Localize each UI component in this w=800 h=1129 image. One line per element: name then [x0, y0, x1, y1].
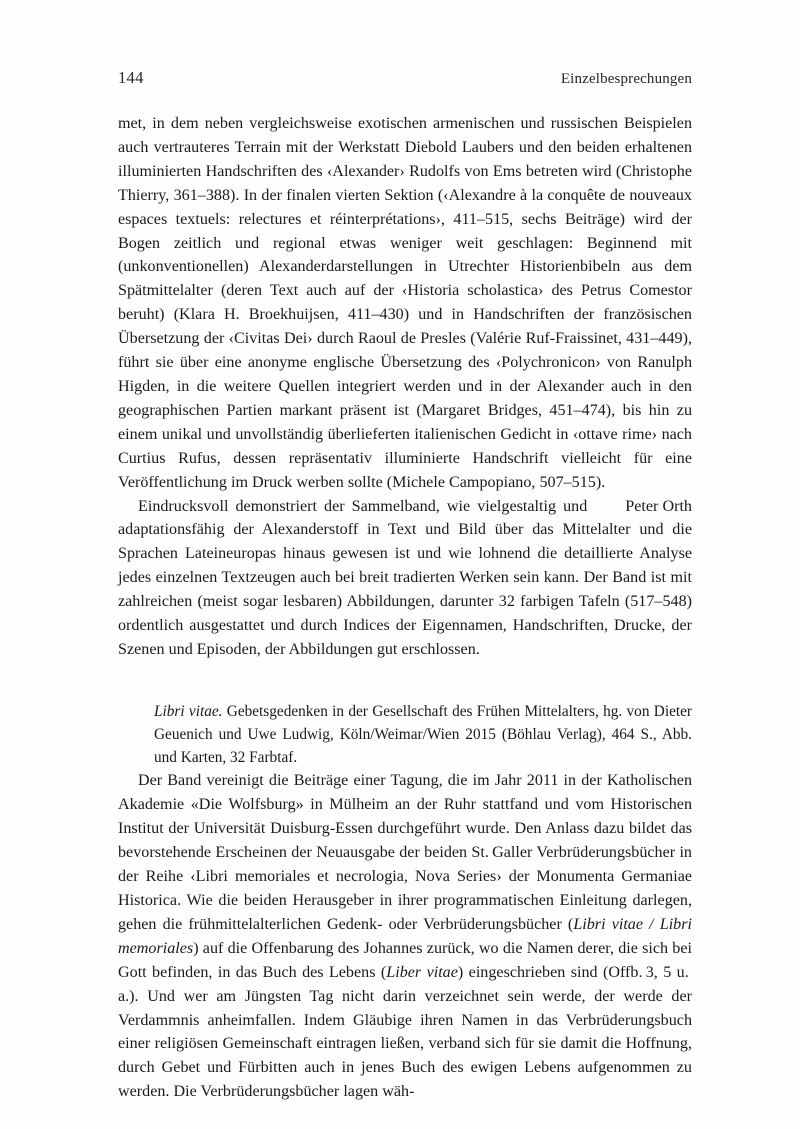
- review-2-text-part-2: ) auf die Offenbarung des Johannes zurück, wo die Namen derer, die sich bei Gott befinden, in das Buch des Lebens (: [118, 939, 692, 981]
- reviewer-signature: Peter Orth: [625, 497, 692, 515]
- review-1-continued-paragraph: met, in dem neben vergleichsweise exotischen armenischen und russischen Beispielen auch vertrauteres Terrain mit der Werkstatt Diebold Laubers und den beiden erhaltenen illuminierten Handschriften des ‹Alexander› Rudolfs von Ems betreten wird (Christophe Thierry, 361–388). In der finalen vierten Sektion (‹Alexandre à la conquête de nouveaux espaces textuels: relectures et réinterprétations›, 411–515, sechs Beiträge) wird der Bogen zeitlich und regional etwas weniger weit geschlagen: Beginnend mit (unkonventionellen) Alexanderdarstellungen in Utrechter Historienbibeln aus dem Spätmittelalter (deren Text auch auf der ‹Historia scholastica› des Petrus Comestor beruht) (Klara H. Broekhuijsen, 411–430) und in Handschriften der französischen Übersetzung der ‹Civitas Dei› durch Raoul de Presles (Valérie Ruf-Fraissinet, 431–449), führt sie über eine anonyme englische Übersetzung des ‹Polychronicon› von Ranulph Higden, in die weitere Quellen integriert werden und in der Alexander auch in den geographischen Partien markant präsent ist (Margaret Bridges, 451–474), bis hin zu einem unikal und unvollständig überlieferten italienischen Gedicht in ‹ottave rime› nach Curtius Rufus, dessen repräsentativ illuminierte Handschrift vielleicht für eine Veröffentlichung im Druck werben sollte (Michele Campopiano, 507–515).: [118, 115, 692, 491]
- review-1-final-text: Eindrucksvoll demonstriert der Sammelband, wie vielgestaltig und adaptationsfähig der Alexanderstoff in Text und Bild über das Mittelalter und die Sprachen Lateineuropas hinaus gewesen ist und wie lohnend die detaillierte Analyse jedes einzelnen Textzeugen auch bei breit tradierten Werken sein kann. Der Band ist mit zahlreichen (meist sogar lesbaren) Abbildungen, darunter 32 farbigen Tafeln (517–548) ordentlich ausgestattet und durch Indices der Eigennamen, Handschriften, Drucke, der Szenen und Episoden, der Abbildungen gut erschlossen.: [118, 497, 692, 658]
- text-column: [118, 112, 692, 1104]
- review-2-italic-libri-vitae-memoriales: Libri vitae / Libri memoriales: [118, 915, 692, 957]
- review-2-italic-liber-vitae: Liber vitae: [386, 963, 458, 981]
- running-head-title: Einzelbesprechungen: [560, 71, 692, 87]
- review-1-final-paragraph: [118, 495, 692, 662]
- review-2-paragraph-1: [118, 769, 692, 1104]
- review-2-title: Libri vitae.: [154, 702, 223, 720]
- running-head: [118, 68, 692, 88]
- page-number: 144: [118, 68, 144, 87]
- review-2-text-part-1: Der Band vereinigt die Beiträge einer Tagung, die im Jahr 2011 in der Katholischen Akademie «Die Wolfsburg» in Mülheim an der Ruhr stattfand und vom Historischen Institut der Universität Duisburg-Essen durchgeführt wurde. Den Anlass dazu bildet das bevorstehende Erscheinen der Neuausgabe der beiden St. Galler Verbrüderungsbücher in der Reihe ‹Libri memoriales et necrologia, Nova Series› der Monumenta Germaniae Historica. Wie die beiden Herausgeber in ihrer programmatischen Einleitung darlegen, gehen die frühmittelalterlichen Gedenk- oder Verbrüderungsbücher (: [118, 772, 692, 933]
- review-2-imprint: Gebetsgedenken in der Gesellschaft des Frühen Mittelalters, hg. von Dieter Geuenich und Uwe Ludwig, Köln/Weimar/Wien 2015 (Böhlau Verlag), 464 S., Abb. und Karten, 32 Farbtaf.: [154, 702, 692, 767]
- review-2-bibliographic-head: [154, 700, 692, 770]
- review-2-text-part-3: ) eingeschrieben sind (Offb. 3, 5 u. a.). Und wer am Jüngsten Tag nicht darin verzeichnet sein werde, der werde der Verdammnis anheimfallen. Indem Gläubige ihren Namen in das Verbrüderungsbuch einer religiösen Gemeinschaft eintragen ließen, verband sich für sie damit die Hoffnung, durch Gebet und Fürbitten auch in jenes Buch des ewigen Lebens aufgenommen zu werden. Die Verbrüderungsbücher lagen wäh-: [118, 963, 693, 1101]
